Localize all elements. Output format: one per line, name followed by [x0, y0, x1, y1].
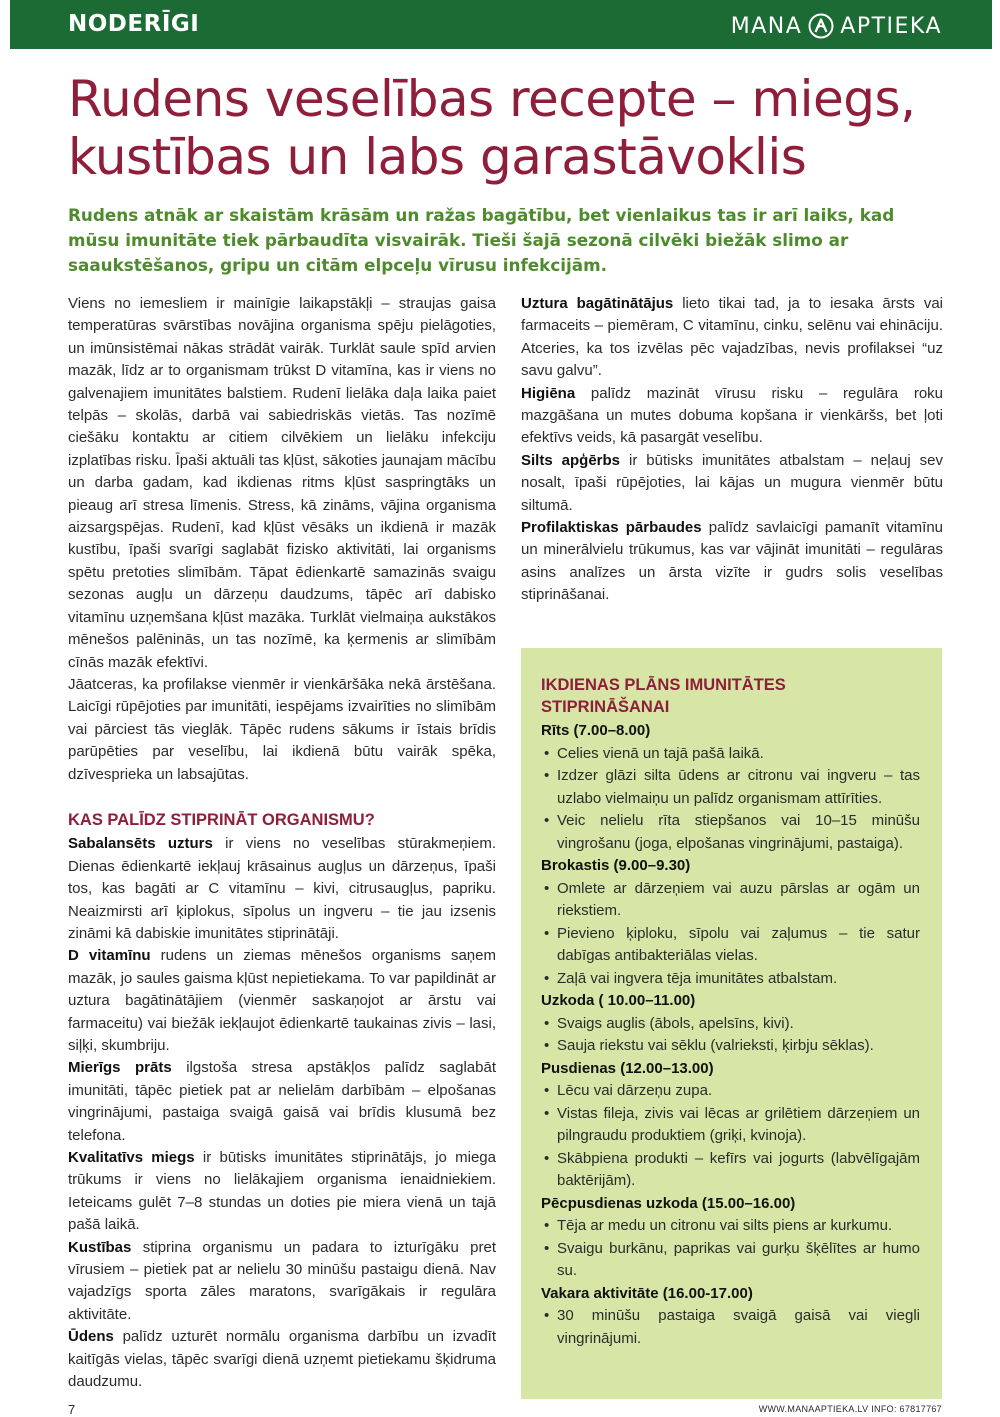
- header-bar: [10, 0, 992, 49]
- plan-slot-list: [541, 1013, 920, 1058]
- plan-item: • Vistas fileja, zivis vai lēcas ar grilētiem dārzeņiem un pilngraudu produktiem (griķi, kvinoja).: [541, 1103, 920, 1148]
- tip-term: Uztura bagātinātājus: [521, 295, 674, 312]
- plan-slot-list: [541, 1215, 920, 1283]
- article-title-line-1: Rudens veselības recepte – miegs,: [68, 70, 916, 128]
- tip-text: palīdz mazināt vīrusu risku – regulāra roku mazgāšana un mutes dobuma kopšana ir vienkāršs, bet ļoti efektīvs veids, kā pasargāt veselību.: [521, 384, 943, 447]
- article-column-left: [68, 293, 496, 1394]
- daily-plan-title-line-2: STIPRINĀŠANAI: [541, 698, 670, 716]
- intro-paragraph-1: Viens no iemesliem ir mainīgie laikapstākļi – straujas gaisa temperatūras svārstības novājina organisma spēju pielāgoties, un imūnsistēmai nākas strādāt vairāk. Turklāt saule spīd arvien mazāk, līdz ar to organismam trūkst D vitamīna, kas ir viens no galvenajiem imunitātes balstiem. Rudenī lielāka daļa laika paiet telpās – skolās, darbā vai sabiedriskās vietās. Tas nozīmē ciešāku kontaktu ar citiem cilvēkiem un lielāku infekciju izplatības risku. Īpaši aktuāli tas kļūst, sākoties jaunajam mācību un darba gadam, kad ikdienas ritms kļūst saspringtāks un pieaug arī stresa līmenis. Stress, kā zināms, vājina organisma aizsargspējas. Rudenī, kad kļūst vēsāks un ikdienā ir mazāk kustību, īpaši svarīgi saglabāt fizisko aktivitāti, lai organisms spētu pretoties slimībām. Tāpat ēdienkartē samazinās svaigu sezonas augļu un dārzeņu daudzums, tāpēc arī dabisko vitamīnu uzņemšana kļūst mazāka. Turklāt vielmaiņa aukstākos mēnešos palēninās, un tas nozīmē, ka ķermenis ar slimībām cīnās mazāk efektīvi.: [68, 295, 496, 671]
- daily-plan-title-line-1: IKDIENAS PLĀNS IMUNITĀTES: [541, 676, 786, 694]
- page-number: 7: [68, 1402, 76, 1417]
- tip-paragraph: [68, 945, 496, 1057]
- plan-item: • Omlete ar dārzeņiem vai auzu pārslas ar ogām un riekstiem.: [541, 878, 920, 923]
- tip-text: stiprina organismu un padara to izturīgāku pret vīrusiem – pietiek pat ar nelielu 30 minūšu pastaigu dienā. Nav vajadzīgs sporta zāles maratons, svarīgākais ir regulāra aktivitāte.: [68, 1238, 496, 1323]
- tip-term: Profilaktiskas pārbaudes: [521, 519, 702, 537]
- plan-slot-label: Pēcpusdienas uzkoda (15.00–16.00): [541, 1194, 796, 1212]
- plan-item: • Skābpiena produkti – kefīrs vai jogurts (labvēlīgajām baktērijām).: [541, 1148, 920, 1193]
- tip-paragraph: [68, 1057, 496, 1147]
- tip-text: ir būtisks imunitātes stiprinātājs, jo miega trūkums ir viens no lielākajiem organisma ienaidniekiem. Ieteicams gulēt 7–8 stundas un doties pie miera vienā un tajā pašā laikā.: [68, 1149, 496, 1234]
- intro-paragraph-2: Jāatceras, ka profilakse vienmēr ir vienkāršāka nekā ārstēšana. Laicīgi rūpējoties par imunitāti, iespējams izvairīties no slimībām vai pārciest tās vieglāk. Tāpēc rudens sākums ir īstais brīdis parūpēties par veselību, lai ikdienā būtu vairāk spēka, dzīvesprieka un labsajūtas.: [68, 675, 496, 783]
- article-lead: Rudens atnāk ar skaistām krāsām un ražas bagātību, bet vienlaikus tas ir arī laiks, kad mūsu imunitāte tiek pārbaudīta visvairāk. Tieši šajā sezonā cilvēki biežāk slimo ar saaukstēšanos, gripu un citām elpceļu vīrusu infekcijām.: [68, 205, 895, 275]
- tip-text: lieto tikai tad, ja to iesaka ārsts vai farmaceits – piemēram, C vitamīnu, cinku, selēnu vai ehināciju. Atceries, ka tos izvēlas pēc vajadzības, nevis profilaksei “uz savu galvu”.: [521, 295, 944, 380]
- daily-plan-box: [521, 648, 942, 1399]
- tip-term: D vitamīnu: [68, 947, 151, 965]
- tip-text: ir viens no veselības stūrakmeņiem. Dienas ēdienkartē iekļauj krāsainus augļus un dārzeņus, īpaši tos, kas bagāti ar C vitamīnu – kivi, citrusaugļus, papriku. Neaizmirsti arī ķiplokus, sīpolus un ingveru – tie jau izsenis zināmi kā dabiskie imunitātes stiprinātāji.: [68, 835, 496, 942]
- plan-slot-list: [541, 1305, 920, 1350]
- brand-name-right: APTIEKA: [840, 13, 942, 39]
- tip-paragraph: [521, 450, 943, 517]
- tip-term: Sabalansēts uzturs: [68, 835, 213, 853]
- daily-plan-title: [541, 674, 920, 718]
- tip-term: Mierīgs prāts: [68, 1059, 172, 1077]
- tip-paragraph: [521, 517, 943, 607]
- plan-slot-label: Vakara aktivitāte (16.00-17.00): [541, 1284, 753, 1302]
- tip-paragraph: [68, 1326, 496, 1393]
- article-title-line-2: kustības un labs garastāvoklis: [68, 128, 807, 186]
- section-heading: KAS PALĪDZ STIPRINĀT ORGANISMU?: [68, 810, 375, 829]
- tip-text: ilgstoša stresa apstākļos palīdz saglabāt imunitāti, tāpēc pietiek pat ar nelielām darbībām – elpošanas vingrinājumi, pastaiga svaigā gaisā vai brīdis klusumā bez telefona.: [68, 1059, 496, 1144]
- tip-term: Silts apģērbs: [521, 451, 621, 469]
- tip-text: rudens un ziemas mēnešos organisms saņem mazāk, jo saules gaisma kļūst nepietiekama. To var papildināt ar uztura bagātinātājiem (vienmēr saskaņojot ar ārstu vai farmaceitu) vai biežāk iekļaujot ēdienkartē taukainas zivis – lasi, siļķi, skumbriju.: [68, 947, 496, 1054]
- plan-item: • Celies vienā un tajā pašā laikā.: [541, 743, 920, 766]
- tip-paragraph: [68, 1147, 496, 1237]
- plan-slot-list: [541, 1080, 920, 1193]
- plan-item: • Pievieno ķiploku, sīpolu vai zaļumus – tie satur dabīgas antibakteriālas vielas.: [541, 923, 920, 968]
- article-column-right: [521, 293, 943, 607]
- plan-slot-list: [541, 878, 920, 991]
- tip-paragraph: [521, 293, 943, 383]
- section-label: NODERĪGI: [68, 11, 200, 37]
- plan-item: • Sauja riekstu vai sēklu (valrieksti, ķirbju sēklas).: [541, 1035, 920, 1058]
- plan-slot-label: Rīts (7.00–8.00): [541, 722, 651, 739]
- tip-text: ir būtisks imunitātes atbalstam – neļauj sev nosalt, īpaši rūpējoties, lai kājas un mugura vienmēr būtu siltumā.: [521, 451, 943, 514]
- plan-item: • 30 minūšu pastaiga svaigā gaisā vai viegli vingrinājumi.: [541, 1305, 920, 1350]
- article-title: [68, 70, 968, 186]
- tip-term: Kustības: [68, 1238, 132, 1256]
- plan-slot-label: Pusdienas (12.00–13.00): [541, 1059, 714, 1077]
- plan-item: • Zaļā vai ingvera tēja imunitātes atbalstam.: [541, 968, 920, 991]
- plan-item: • Svaigu burkānu, paprikas vai gurķu šķēlītes ar humo su.: [541, 1238, 920, 1283]
- tip-paragraph: [68, 833, 496, 945]
- plan-slot-list: [541, 743, 920, 856]
- plan-slot-label: Brokastis (9.00–9.30): [541, 857, 691, 874]
- brand-name-left: MANA: [730, 13, 803, 39]
- plan-item: • Svaigs auglis (ābols, apelsīns, kivi).: [541, 1013, 920, 1036]
- plan-slot-label: Uzkoda ( 10.00–11.00): [541, 992, 696, 1009]
- footer-contact[interactable]: WWW.MANAAPTIEKA.LV INFO: 67817767: [758, 1404, 942, 1414]
- plan-item: • Izdzer glāzi silta ūdens ar citronu vai ingveru – tas uzlabo vielmaiņu un palīdz organismam attīrīties.: [541, 765, 920, 810]
- tip-term: Ūdens: [68, 1328, 114, 1346]
- tip-term: Higiēna: [521, 384, 576, 402]
- brand-logo[interactable]: [731, 13, 942, 39]
- mana-aptieka-logo-icon: [808, 13, 834, 39]
- plan-item: • Tēja ar medu un citronu vai silts piens ar kurkumu.: [541, 1215, 920, 1238]
- plan-item: • Lēcu vai dārzeņu zupa.: [541, 1080, 920, 1103]
- tip-paragraph: [521, 383, 943, 450]
- tip-text: palīdz uzturēt normālu organisma darbību un izvadīt kaitīgās vielas, tāpēc svarīgi dienā uzņemt pietiekamu šķidruma daudzumu.: [68, 1328, 496, 1391]
- tip-text: palīdz savlaicīgi pamanīt vitamīnu un minerālvielu trūkumus, kas var vājināt imunitāti – regulāras asins analīzes un ārsta vizīte ir gudrs solis veselības stiprināšanai.: [521, 519, 943, 604]
- tip-term: Kvalitatīvs miegs: [68, 1149, 195, 1167]
- plan-item: • Veic nelielu rīta stiepšanos vai 10–15 minūšu vingrošanu (joga, elpošanas vingrinājumi, pastaiga).: [541, 810, 920, 855]
- tip-paragraph: [68, 1237, 496, 1327]
